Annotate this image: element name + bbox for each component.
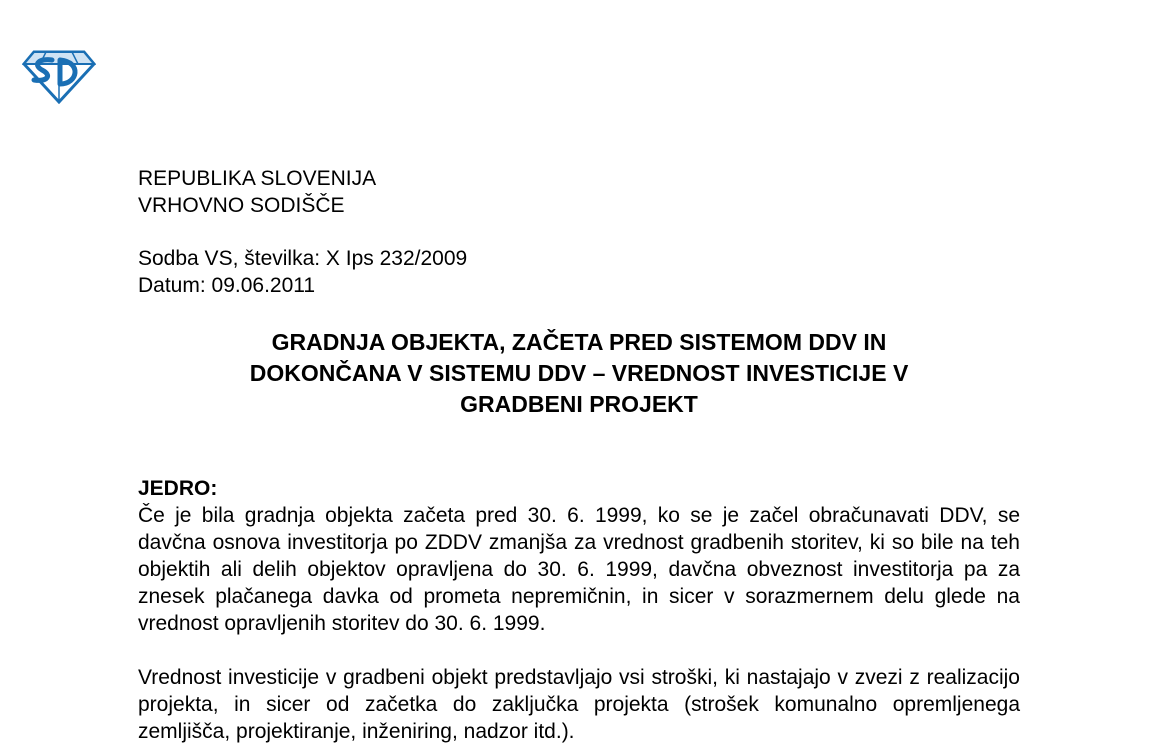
title-line-2: DOKONČANA V SISTEMU DDV – VREDNOST INVESTICIJE V xyxy=(249,360,909,386)
case-date: Datum: 09.06.2011 xyxy=(138,274,316,297)
country-name: REPUBLIKA SLOVENIJA xyxy=(138,167,377,190)
case-metadata xyxy=(138,245,467,299)
court-logo-icon xyxy=(22,48,96,104)
document-title xyxy=(138,327,1020,420)
court-header xyxy=(138,165,376,219)
case-number: Sodba VS, številka: X Ips 232/2009 xyxy=(138,247,468,270)
title-line-1: GRADNJA OBJEKTA, ZAČETA PRED SISTEMOM DDV IN xyxy=(271,329,887,355)
court-name: VRHOVNO SODIŠČE xyxy=(138,194,345,217)
paragraph-1: Če je bila gradnja objekta začeta pred 30. 6. 1999, ko se je začel obračunavati DDV, se davčna osnova investitorja po ZDDV zmanjša za vrednost gradbenih storitev, ki so bile na teh objektih ali delih objektov opravljena do 30. 6. 1999, davčna obveznost investitorja pa za znesek plačanega davka od prometa nepremičnin, in sicer v sorazmernem delu glede na vrednost opravljenih storitev do 30. 6. 1999. xyxy=(138,504,1020,635)
paragraph-2: Vrednost investicije v gradbeni objekt predstavljajo vsi stroški, ki nastajajo v zvezi z realizacijo projekta, in sicer od začetka do zaključka projekta (strošek komunalno opremljenega zemljišča, projektiranje, inženiring, nadzor itd.). xyxy=(138,666,1020,743)
document-body xyxy=(138,475,1020,745)
section-label: JEDRO: xyxy=(138,477,218,500)
title-line-3: GRADBENI PROJEKT xyxy=(460,391,698,417)
paragraph-spacer xyxy=(138,637,1020,664)
